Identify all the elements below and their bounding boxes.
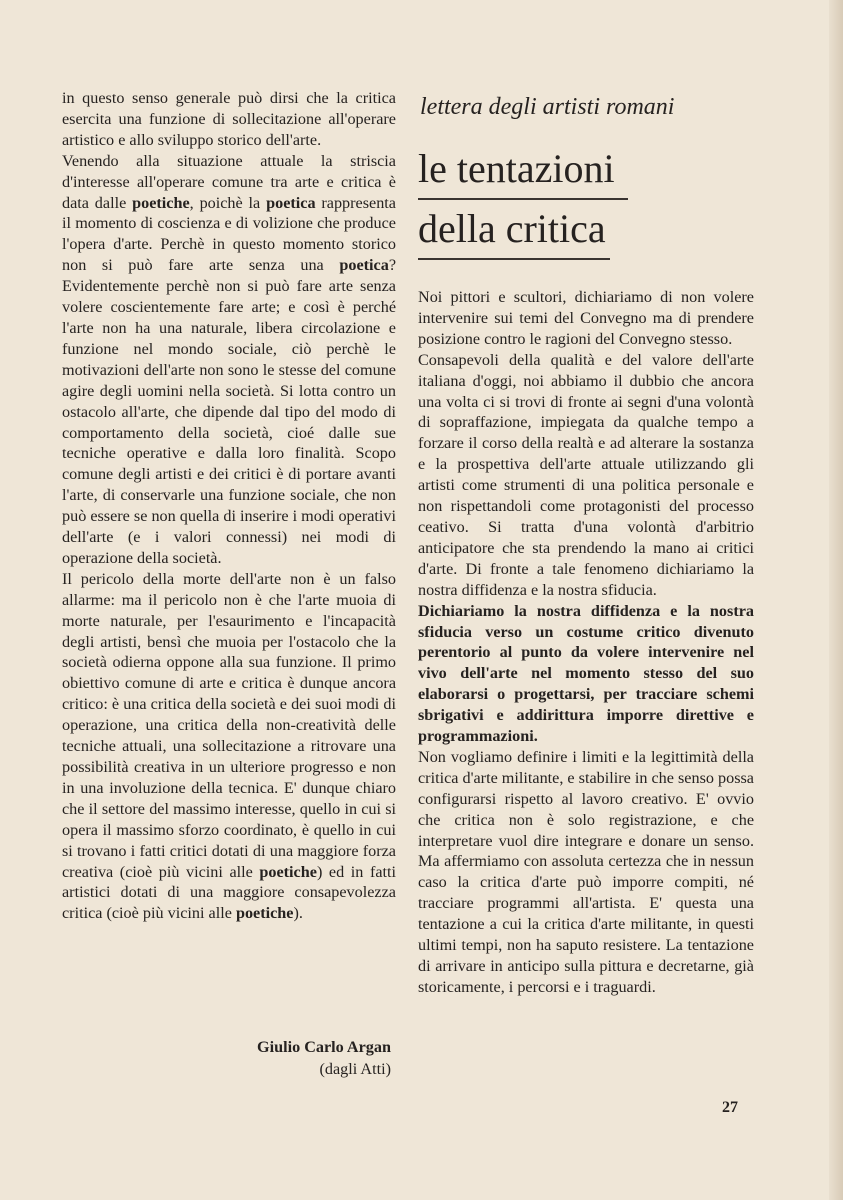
letter-paragraph-2: Consapevoli della qualità e del valore dell'arte italiana d'oggi, noi abbiamo il dubbio che ancora una volta ci si trovi di fronte ai segni d'una volontà di sopraffazione, impiegata da qualche tempo a forzare il corso della realtà e ad alterare la sostanza e la prospettiva dell'arte attuale utilizzando gli artisti come strumenti di una politica personale e non rispettandoli come protagonisti del processo ceativo. Si tratta d'una volontà d'arbitrio anticipatore che sta prendendo la mano ai critici d'arte. Di fronte a tale fenomeno dichiariamo la nostra diffidenza e la nostra sfiducia. [418, 350, 754, 599]
letter-text-column [418, 287, 754, 998]
letter-paragraph-3: Dichiariamo la nostra diffidenza e la nostra sfiducia verso un costume critico divenuto perentorio al punto da volere intervenire nel vivo dell'arte nel momento stesso del suo elaborarsi o progettarsi, per tracciare schemi sbrigativi e addirittura imporre direttive e programmazioni. [418, 601, 754, 746]
argan-paragraph-1: in questo senso generale può dirsi che la critica esercita una funzione di sollecitazione all'operare artistico e allo sviluppo storico dell'arte. [62, 89, 396, 149]
author-source: (dagli Atti) [319, 1060, 391, 1078]
signature-block [257, 1036, 391, 1080]
letter-paragraph-4: Non vogliamo definire i limiti e la legittimità della critica d'arte militante, e stabilire in che senso possa configurarsi rispetto al lavoro creativo. E' ovvio che critica non è solo registrazione, e che interpretare vuol dire integrare e donare un senso. Ma affermiamo con assoluta certezza che in nessun caso la critica d'arte può imporre compiti, né tracciare programmi all'artista. E' questa una tentazione a cui la critica d'arte militante, in questi ultimi tempi, non ha saputo resistere. La tentazione di arrivare in anticipo sulla pittura e decretarne, già storicamente, i percorsi e i traguardi. [418, 747, 754, 996]
letter-paragraph-1: Noi pittori e scultori, dichiariamo di non volere intervenire sui temi del Convegno ma di prendere posizione contro le ragioni del Convegno stesso. [418, 288, 754, 348]
page-number: 27 [722, 1099, 738, 1116]
article-title-line-2: della critica [418, 206, 610, 260]
argan-paragraph-2: Venendo alla situazione attuale la striscia d'interesse all'operare comune tra arte e critica è data dalle poetiche, poichè la poetica rappresenta il momento di coscienza e di volizione che produce l'opera d'arte. Perchè in questo momento storico non si può fare arte senza una poetica? Evidentemente perchè non si può fare arte senza volere coscientemente fare arte; e così è perché l'arte non ha una naturale, libera circolazione e funzione nel mondo sociale, ciò perchè le motivazioni dell'arte non sono le stesse del comune agire degli uomini nella società. Si lotta contro un ostacolo all'arte, che dipende dal tipo del modo di comportamento della società, cioé dalle sue tecniche operative e dalla loro finalità. Scopo comune degli artisti e dei critici è di portare avanti l'arte, di conservarle una funzione sociale, che non può essere se non quella di inserire i modi operativi dell'arte (e i valori connessi) nei modi di operazione della società. [62, 151, 397, 567]
page-edge [829, 0, 843, 1200]
article-title-line-1: le tentazioni [418, 146, 628, 200]
argan-text-column [62, 88, 396, 924]
author-name: Giulio Carlo Argan [256, 1038, 391, 1056]
article-kicker: lettera degli artisti romani [420, 94, 675, 120]
argan-paragraph-3: Il pericolo della morte dell'arte non è un falso allarme: ma il pericolo non è che l'arte muoia di morte naturale, per l'esaurimento e l'incapacità degli artisti, bensì che muoia per l'ostacolo che la società odierna oppone alla sua funzione. Il primo obiettivo comune di arte e critica è dunque ancora critico: è una critica della società e dei suoi modi di operazione, una critica della non-creatività delle tecniche attuali, una sollecitazione a ritrovare una possibilità creativa in un ulteriore progresso e non in una involuzione della tecnica. E' dunque chiaro che il settore del massimo interesse, quello in cui si opera il massimo sforzo coordinato, è quello in cui si trovano i fatti critici dotati di una maggiore forza creativa (cioè più vicini alle poetiche) ed in fatti artistici dotati di una maggiore consapevolezza critica (cioè più vicini alle poetiche). [62, 569, 397, 923]
